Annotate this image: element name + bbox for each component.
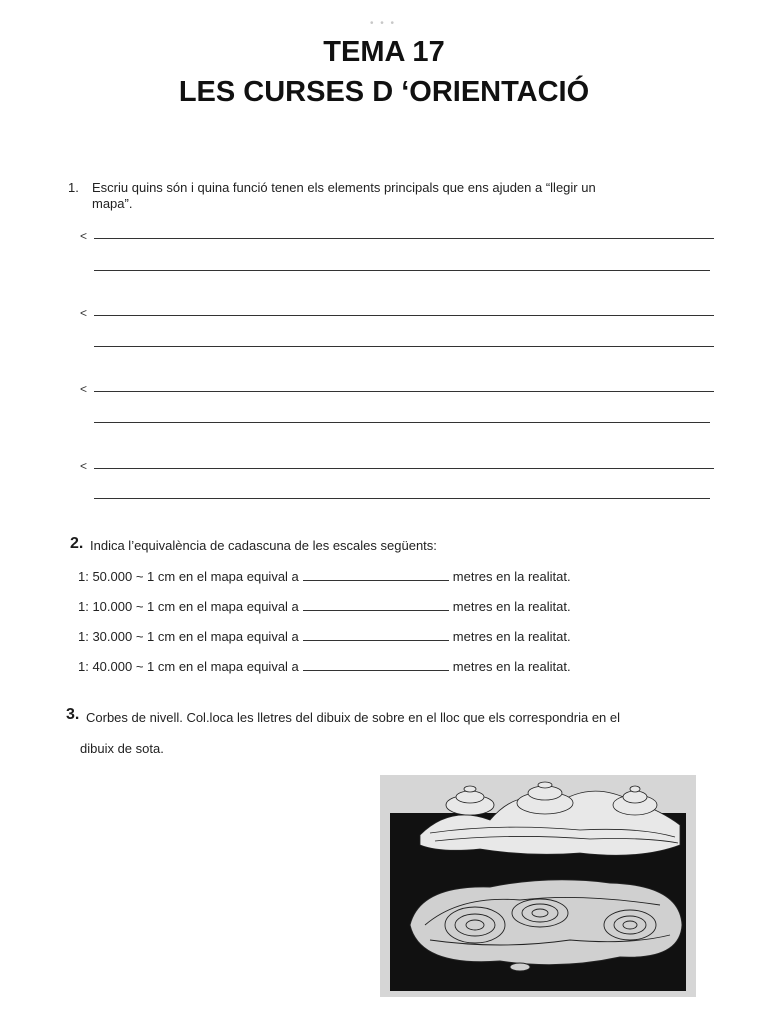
q2-number: 2. xyxy=(70,535,84,552)
scale-label: 1: 30.000 ~ 1 cm en el mapa equival a xyxy=(78,629,299,644)
q1-answer-line-2b[interactable] xyxy=(94,346,714,347)
page-title: TEMA 17 xyxy=(323,36,445,68)
scale-suffix: metres en la realitat. xyxy=(452,629,571,644)
scale-suffix: metres en la realitat. xyxy=(452,569,571,584)
q1-bullet-1: < xyxy=(80,229,88,243)
contour-diagram-image xyxy=(380,775,696,997)
q1-text-line2: mapa”. xyxy=(92,196,133,211)
q1-answer-line-1a[interactable] xyxy=(94,238,714,239)
scale-answer-blank[interactable] xyxy=(303,658,449,671)
q1-number: 1. xyxy=(68,180,79,195)
upper-terrain xyxy=(420,782,680,855)
scale-answer-blank[interactable] xyxy=(303,628,449,641)
page-subtitle: LES CURSES D ‘ORIENTACIÓ xyxy=(178,76,590,108)
scale-label: 1: 10.000 ~ 1 cm en el mapa equival a xyxy=(78,599,299,614)
q1-bullet-3: < xyxy=(80,382,88,396)
q1-bullet-4: < xyxy=(80,459,88,473)
page-dots: • • • xyxy=(370,18,397,29)
scale-suffix: metres en la realitat. xyxy=(452,599,571,614)
scale-row xyxy=(78,568,571,584)
contour-diagram-svg xyxy=(380,775,696,997)
scale-label: 1: 50.000 ~ 1 cm en el mapa equival a xyxy=(78,569,299,584)
q1-answer-line-4b[interactable] xyxy=(94,498,710,499)
q1-answer-line-1b[interactable] xyxy=(94,270,710,271)
q1-answer-line-2a[interactable] xyxy=(94,315,714,316)
scale-answer-blank[interactable] xyxy=(303,568,449,581)
scale-label: 1: 40.000 ~ 1 cm en el mapa equival a xyxy=(78,659,299,674)
q1-answer-line-3b[interactable] xyxy=(94,422,710,423)
scale-answer-blank[interactable] xyxy=(303,598,449,611)
q1-answer-line-3a[interactable] xyxy=(94,391,714,392)
q1-answer-line-4a[interactable] xyxy=(94,468,714,469)
q1-text-line1: Escriu quins són i quina funció tenen els elements principals que ens ajuden a “llegir un xyxy=(92,180,596,195)
scale-row xyxy=(78,628,571,644)
q2-text: Indica l’equivalència de cadascuna de les escales següents: xyxy=(90,538,437,553)
scale-row xyxy=(78,598,571,614)
scale-row xyxy=(78,658,571,674)
q3-text-line2: dibuix de sota. xyxy=(80,741,164,756)
scale-suffix: metres en la realitat. xyxy=(452,659,571,674)
q3-number: 3. xyxy=(66,706,80,723)
q1-bullet-2: < xyxy=(80,306,88,320)
q3-text-line1: Corbes de nivell. Col.loca les lletres del dibuix de sobre en el lloc que els correspondria en el xyxy=(86,710,621,725)
